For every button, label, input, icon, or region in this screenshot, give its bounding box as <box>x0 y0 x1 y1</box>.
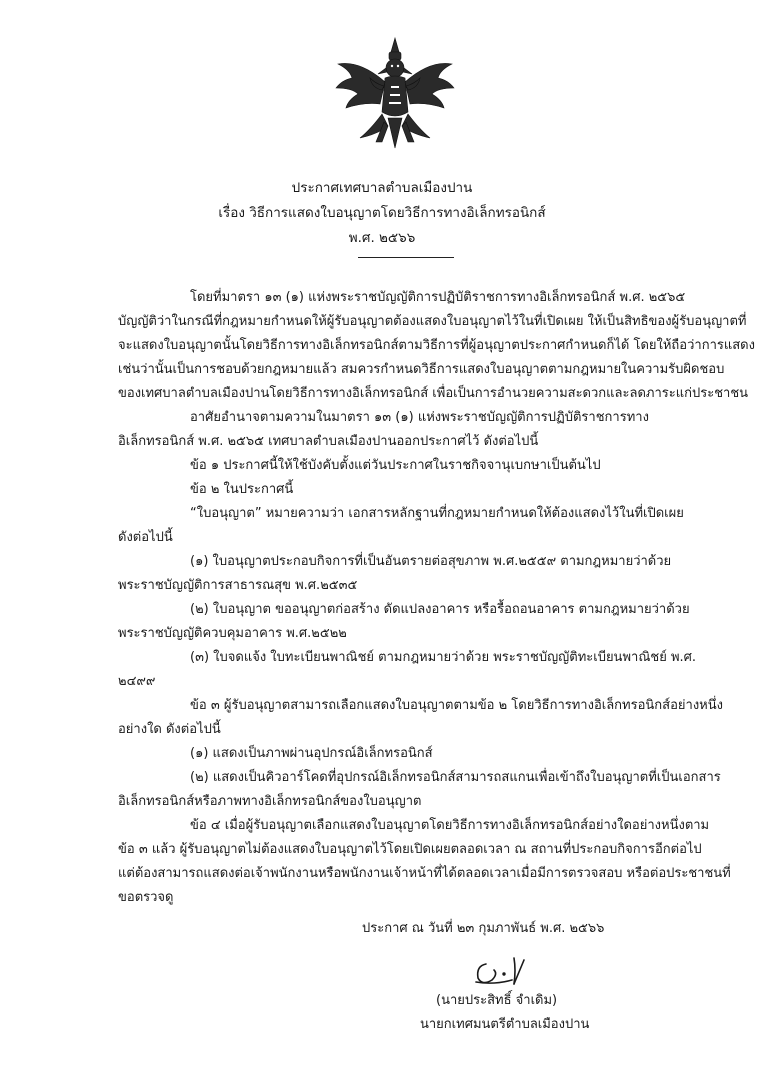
signer-title: นายกเทศมนตรีตำบลเมืองปาน <box>420 1017 590 1032</box>
title-divider <box>358 257 454 258</box>
body-line: ของเทศบาลตำบลเมืองปานโดยวิธีการทางอิเล็กทรอนิกส์ เพื่อเป็นการอำนวยความสะดวกและลดภาระแก่ประชาชน <box>118 386 749 401</box>
body-line: ข้อ ๓ ผู้รับอนุญาตสามารถเลือกแสดงใบอนุญาตตามข้อ ๒ โดยวิธีการทางอิเล็กทรอนิกส์อย่างหนึ่ง <box>190 698 723 713</box>
body-line: ข้อ ๒ ในประกาศนี้ <box>190 482 294 497</box>
body-line: บัญญัติว่าในกรณีที่กฎหมายกำหนดให้ผู้รับอนุญาตต้องแสดงใบอนุญาตไว้ในที่เปิดเผย ให้เป็นสิทธิของผู้รับอนุญาตที่ <box>118 314 747 329</box>
body-line: ข้อ ๑ ประกาศนี้ให้ใช้บังคับตั้งแต่วันประกาศในราชกิจจานุเบกษาเป็นต้นไป <box>190 458 601 473</box>
body-line: ข้อ ๔ เมื่อผู้รับอนุญาตเลือกแสดงใบอนุญาตโดยวิธีการทางอิเล็กทรอนิกส์อย่างใดอย่างหนึ่งตาม <box>190 818 710 833</box>
body-line: พระราชบัญญัติการสาธารณสุข พ.ศ.๒๕๓๕ <box>118 578 358 593</box>
body-line: เช่นว่านั้นเป็นการชอบด้วยกฎหมายแล้ว สมควรกำหนดวิธีการแสดงใบอนุญาตตามกฎหมายในความรับผิดชอบ <box>118 362 725 377</box>
body-line: อิเล็กทรอนิกส์ พ.ศ. ๒๕๖๕ เทศบาลตำบลเมืองปานออกประกาศไว้ ดังต่อไปนี้ <box>118 434 539 449</box>
garuda-emblem-icon <box>330 30 460 160</box>
body-line: ข้อ ๓ แล้ว ผู้รับอนุญาตไม่ต้องแสดงใบอนุญาตไว้โดยเปิดเผยตลอดเวลา ณ สถานที่ประกอบกิจการอีกต่อไป <box>118 842 702 857</box>
body-line: “ใบอนุญาต” หมายความว่า เอกสารหลักฐานที่กฎหมายกำหนดให้ต้องแสดงไว้ในที่เปิดเผย <box>190 506 684 521</box>
signer-name: (นายประสิทธิ์ จำเดิม) <box>436 993 558 1008</box>
body-line: พระราชบัญญัติควบคุมอาคาร พ.ศ.๒๕๒๒ <box>118 626 347 641</box>
body-line: ดังต่อไปนี้ <box>118 530 173 545</box>
announcement-date: ประกาศ ณ วันที่ ๒๓ กุมภาพันธ์ พ.ศ. ๒๕๖๖ <box>362 921 605 936</box>
notice-title: ประกาศเทศบาลตำบลเมืองปาน <box>291 180 473 196</box>
body-line: จะแสดงใบอนุญาตนั้นโดยวิธีการทางอิเล็กทรอนิกส์ตามวิธีการที่ผู้อนุญาตประกาศกำหนดก็ได้ โดยให้ถือว่าการแสดง <box>118 338 755 353</box>
body-line: (๒) ใบอนุญาต ขออนุญาตก่อสร้าง ดัดแปลงอาคาร หรือรื้อถอนอาคาร ตามกฎหมายว่าด้วย <box>190 602 690 617</box>
notice-subject: เรื่อง วิธีการแสดงใบอนุญาตโดยวิธีการทางอิเล็กทรอนิกส์ <box>218 205 546 221</box>
body-line: อิเล็กทรอนิกส์หรือภาพทางอิเล็กทรอนิกส์ของใบอนุญาต <box>118 794 422 809</box>
notice-year: พ.ศ. ๒๕๖๖ <box>348 230 416 246</box>
body-line: (๑) แสดงเป็นภาพผ่านอุปกรณ์อิเล็กทรอนิกส์ <box>190 746 433 761</box>
body-line: (๒) แสดงเป็นคิวอาร์โคดที่อุปกรณ์อิเล็กทรอนิกส์สามารถสแกนเพื่อเข้าถึงใบอนุญาตที่เป็นเอกสาร <box>190 770 721 785</box>
body-line: ขอตรวจดู <box>118 890 174 905</box>
body-line: (๑) ใบอนุญาตประกอบกิจการที่เป็นอันตรายต่อสุขภาพ พ.ศ.๒๕๕๙ ตามกฎหมายว่าด้วย <box>190 554 672 569</box>
body-line: ๒๔๙๙ <box>118 674 156 689</box>
body-line: โดยที่มาตรา ๑๓ (๑) แห่งพระราชบัญญัติการปฏิบัติราชการทางอิเล็กทรอนิกส์ พ.ศ. ๒๕๖๕ <box>190 290 686 305</box>
handwritten-signature-icon <box>468 952 534 988</box>
body-line: อาศัยอำนาจตามความในมาตรา ๑๓ (๑) แห่งพระราชบัญญัติการปฏิบัติราชการทาง <box>190 410 649 425</box>
body-line: อย่างใด ดังต่อไปนี้ <box>118 722 221 737</box>
body-line: (๓) ใบจดแจ้ง ใบทะเบียนพาณิชย์ ตามกฎหมายว่าด้วย พระราชบัญญัติทะเบียนพาณิชย์ พ.ศ. <box>190 650 697 665</box>
body-line: แต่ต้องสามารถแสดงต่อเจ้าพนักงานหรือพนักงานเจ้าหน้าที่ได้ตลอดเวลาเมื่อมีการตรวจสอบ หรือต่อประชาชนที่ <box>118 866 731 881</box>
